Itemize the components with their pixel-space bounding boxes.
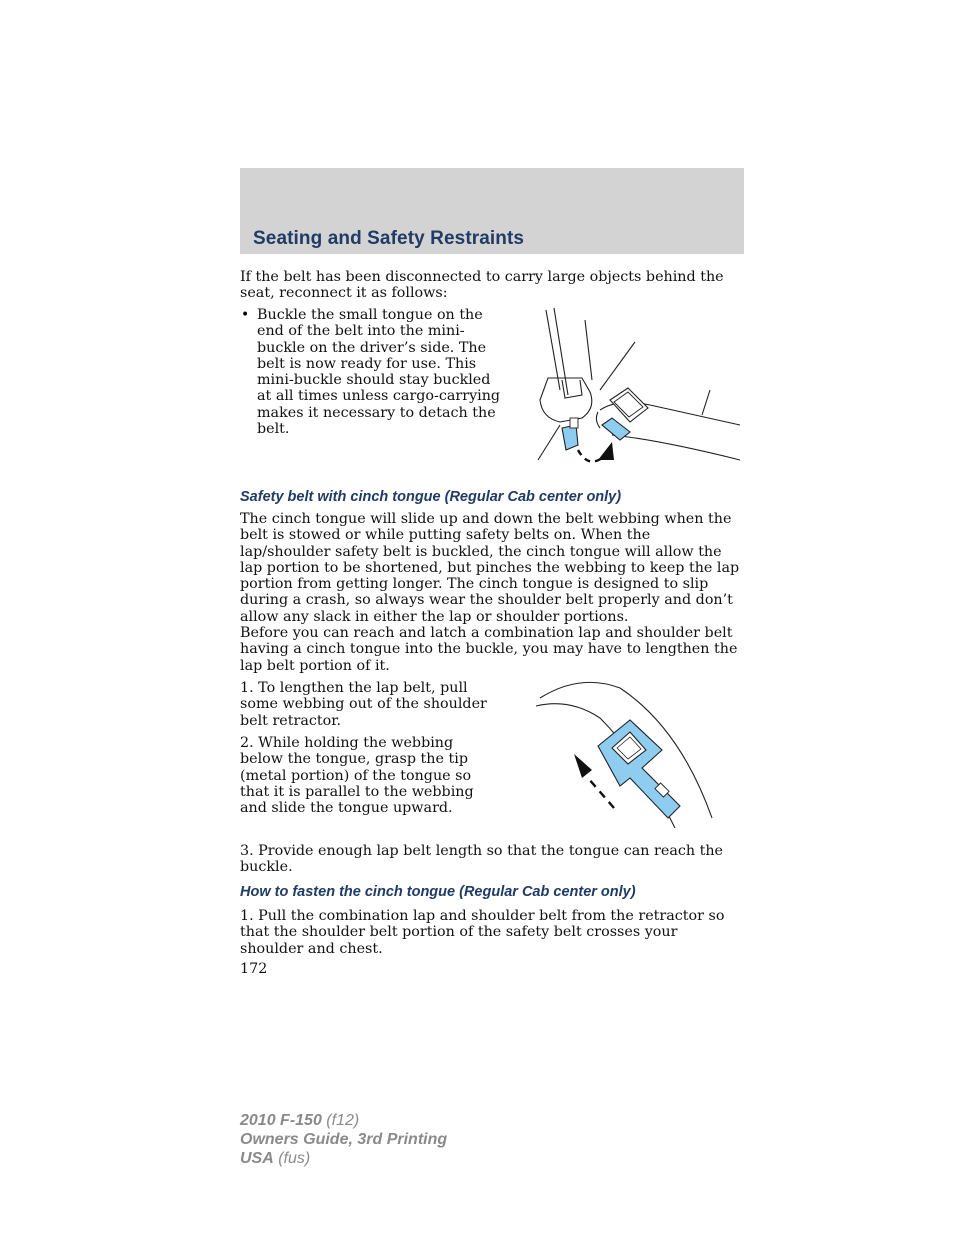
step-2-text: 2. While holding the webbing below the tongue, grasp the tip (metal portion) of the tongue so that it is parallel to the webbing and slide the tongue upward. — [240, 735, 474, 817]
step-1-text: 1. To lengthen the lap belt, pull some webbing out of the shoulder belt retractor. — [240, 680, 487, 729]
cinch-tongue-heading: Safety belt with cinch tongue (Regular Cab center only) — [240, 489, 622, 505]
cinch-tongue-paragraph-2: Before you can reach and latch a combination lap and shoulder belt having a cinch tongue into the buckle, you may have to lengthen the lap belt portion of it. — [240, 625, 738, 674]
bullet-text: Buckle the small tongue on the end of the belt into the mini-buckle on the driver’s side. The belt is now ready for use. This mini-buckle should stay buckled at all times unless cargo-carrying makes it necessary to detach the belt. — [257, 307, 501, 438]
footer-printing: Owners Guide, 3rd Printing — [240, 1131, 448, 1148]
mini-buckle-illustration — [530, 300, 744, 472]
fasten-cinch-heading: How to fasten the cinch tongue (Regular Cab center only) — [240, 884, 636, 900]
intro-paragraph: If the belt has been disconnected to carry large objects behind the seat, reconnect it as follows: — [240, 269, 724, 302]
footer-model: 2010 F-150 — [240, 1112, 322, 1129]
cinch-tongue-illustration — [530, 678, 730, 828]
footer-market-code: (fus) — [273, 1150, 311, 1167]
section-title: Seating and Safety Restraints — [253, 228, 525, 249]
step-3-text: 3. Provide enough lap belt length so that the tongue can reach the buckle. — [240, 843, 724, 876]
bullet-icon: • — [241, 307, 250, 323]
footer-market: USA — [240, 1150, 274, 1167]
cinch-tongue-paragraph-1: The cinch tongue will slide up and down the belt webbing when the belt is stowed or while putting safety belts on. When the lap/shoulder safety belt is buckled, the cinch tongue will allow the lap portion to be shortened, but pinches the webbing to keep the lap portion from getting longer. The cinch tongue is designed to slip during a crash, so always wear the shoulder belt properly and don’t allow any slack in either the lap or shoulder portions. — [240, 511, 740, 625]
footer-edition — [240, 1111, 447, 1168]
footer-model-code: (f12) — [321, 1112, 360, 1129]
fasten-step-1-text: 1. Pull the combination lap and shoulder belt from the retractor so that the shoulder belt portion of the safety belt crosses your shoulder and chest. — [240, 908, 725, 957]
page-number: 172 — [240, 961, 268, 977]
